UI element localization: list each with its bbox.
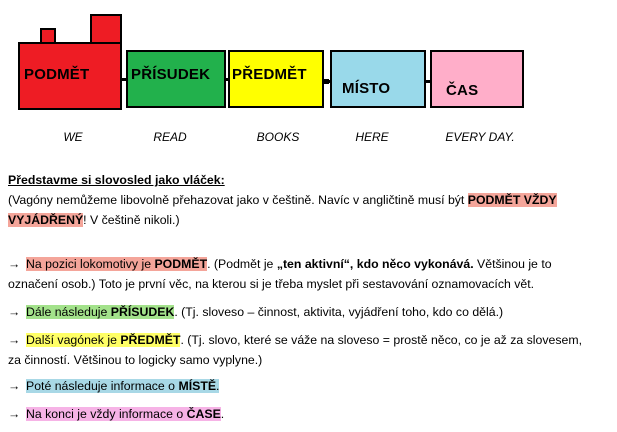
gloss-books: BOOKS xyxy=(256,130,300,144)
intro-paragraph xyxy=(8,190,608,230)
bullet-subject: → Na pozici lokomotivy je PODMĚT. (Podmět je „ten aktivní“, kdo něco vykonává. Většinou je to označení osob.) Toto je první věc, na kterou si je třeba myslet při sestavování oznamovacích vět. xyxy=(8,254,608,294)
car-object-label: PŘEDMĚT xyxy=(232,66,307,83)
bullet-subject-highlight: Na pozici lokomotivy je PODMĚT xyxy=(26,257,208,271)
heading: Představme si slovosled jako vláček: xyxy=(8,173,225,187)
bullet-place-highlight: Poté následuje informace o MÍSTĚ. xyxy=(26,379,220,393)
bullet-predicate-highlight: Dále následuje PŘÍSUDEK xyxy=(26,305,175,319)
car-place xyxy=(330,50,426,108)
coupler-dot xyxy=(324,79,329,84)
gloss-here: HERE xyxy=(355,130,389,144)
bullet-time-highlight: Na konci je vždy informace o ČASE xyxy=(26,407,221,421)
car-place-label: MÍSTO xyxy=(342,80,391,97)
bullet-object-line2: za činností. Většinou to logicky samo vyplyne.) xyxy=(8,353,263,367)
intro-highlight: PODMĚT VŽDY xyxy=(467,193,557,207)
intro-text: (Vagóny nemůžeme libovolně přehazovat jako v češtině. Navíc v angličtině musí být xyxy=(8,193,468,207)
heading-block xyxy=(8,170,608,230)
car-time xyxy=(430,50,524,108)
bullet-predicate: → Dále následuje PŘÍSUDEK. (Tj. sloveso – činnost, aktivita, vyjádření toho, kdo co dělá.) xyxy=(8,302,608,322)
arrow-icon: → xyxy=(8,407,21,421)
bullet-object: → Další vagónek je PŘEDMĚT. (Tj. slovo, které se váže na sloveso = prostě něco, co je až za slovesem, za činností. Většinou to logicky samo vyplyne.) xyxy=(8,330,608,370)
bullet-subject-line2: označení osob.) Toto je první věc, na kterou si je třeba myslet při sestavování oznamovacích vět. xyxy=(8,277,535,291)
arrow-icon: → xyxy=(8,257,21,271)
gloss-every-day: EVERY DAY. xyxy=(445,130,515,144)
intro-highlight-2: VYJÁDŘENÝ xyxy=(8,213,84,227)
car-subject-label: PODMĚT xyxy=(24,66,90,83)
arrow-icon: → xyxy=(8,379,21,393)
bullet-object-highlight: Další vagónek je PŘEDMĚT xyxy=(26,333,181,347)
arrow-icon: → xyxy=(8,305,21,319)
bullet-place xyxy=(8,376,608,396)
gloss-read: READ xyxy=(153,130,187,144)
bullet-time: → Na konci je vždy informace o ČASE. xyxy=(8,404,608,424)
car-predicate-label: PŘÍSUDEK xyxy=(131,66,211,83)
intro-text-2: ! V češtině nikoli.) xyxy=(83,213,180,227)
arrow-icon: → xyxy=(8,333,21,347)
locomotive-body-fill xyxy=(20,44,120,48)
gloss-we: WE xyxy=(63,130,83,144)
sentence-train-diagram xyxy=(0,0,617,144)
car-time-label: ČAS xyxy=(446,82,479,99)
